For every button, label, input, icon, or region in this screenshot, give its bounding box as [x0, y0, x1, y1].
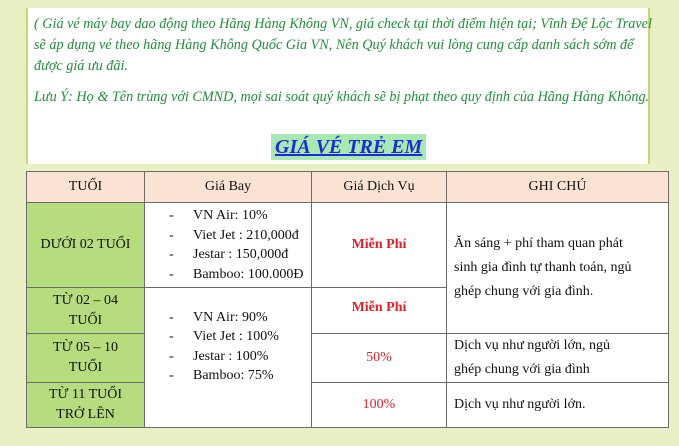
service-fee-cell — [312, 334, 447, 383]
table-row — [27, 203, 669, 288]
table-row — [27, 383, 669, 428]
note-line: Dịch vụ như người lớn, ngủ — [454, 338, 610, 353]
age-label: TUỔI — [68, 360, 103, 375]
notice-paragraph-warning: Lưu Ý: Họ & Tên trùng với CMND, mọi sai soát quý khách sẽ bị phạt theo quy định của Hãng Hàng Không. — [34, 89, 650, 105]
header-note: GHI CHÚ — [447, 172, 669, 203]
service-fee-cell — [312, 383, 447, 428]
list-item: - Jestar : 150,000đ — [169, 247, 289, 262]
notice-paragraph-price: ( Giá vé máy bay dao động theo Hãng Hàng Không VN, giá check tại thời điểm hiện tại; Vĩnh Đệ Lộc Travel sẽ áp dụng vé theo hãng Hàng Không Quốc Gia VN, Nên Quý khách vui lòng cung cấp danh sách sớm để được giá ưu đãi. — [34, 16, 652, 74]
airfare-list — [145, 206, 311, 284]
age-label: TỪ 11 TUỔI — [48, 387, 123, 402]
service-fee-value: 50% — [366, 350, 392, 365]
service-fee-value: Miễn Phí — [351, 237, 407, 252]
note-line: ghép chung với gia đình — [454, 362, 590, 377]
age-label: TRỞ LÊN — [56, 407, 115, 422]
list-item: - Bamboo: 100.000Đ — [169, 266, 304, 282]
note-cell — [447, 203, 669, 334]
service-fee-value: 100% — [362, 397, 396, 412]
note-line: ghép chung với gia đình. — [454, 284, 594, 299]
airfare-cell — [145, 288, 312, 428]
airfare-cell — [145, 203, 312, 288]
age-cell — [27, 383, 145, 428]
header-age: TUỔI — [27, 172, 145, 203]
service-fee-value: Miễn Phí — [351, 300, 407, 315]
list-item: - Bamboo: 75% — [169, 368, 274, 383]
list-item: - Viet Jet : 210,000đ — [169, 227, 299, 243]
header-airfare: Giá Bay — [145, 172, 312, 203]
list-item: - VN Air: 10% — [169, 208, 268, 223]
list-item: - VN Air: 90% — [169, 309, 268, 325]
child-fare-table — [26, 171, 669, 428]
note-line: Dịch vụ như người lớn. — [454, 397, 586, 412]
table-header-row — [27, 172, 669, 203]
note-line: Ăn sáng + phí tham quan phát — [454, 236, 623, 251]
age-label: TUỔI — [68, 312, 103, 328]
airfare-list — [145, 308, 311, 386]
age-label: DƯỚI 02 TUỔI — [40, 237, 131, 252]
note-line: sinh gia đình tự thanh toán, ngủ — [454, 260, 632, 275]
service-fee-cell — [312, 203, 447, 288]
note-cell — [447, 334, 669, 383]
table-row — [27, 334, 669, 383]
age-cell — [27, 334, 145, 383]
list-item: - Viet Jet : 100% — [169, 329, 279, 344]
age-cell — [27, 203, 145, 288]
page-title: GIÁ VÉ TRẺ EM — [271, 134, 426, 160]
note-cell — [447, 383, 669, 428]
age-label: TỪ 02 – 04 — [53, 292, 118, 308]
list-item: - Jestar : 100% — [169, 348, 269, 364]
header-service-fee: Giá Dịch Vụ — [312, 172, 447, 203]
service-fee-cell — [312, 288, 447, 334]
age-label: TỪ 05 – 10 — [53, 340, 118, 355]
age-cell — [27, 288, 145, 334]
